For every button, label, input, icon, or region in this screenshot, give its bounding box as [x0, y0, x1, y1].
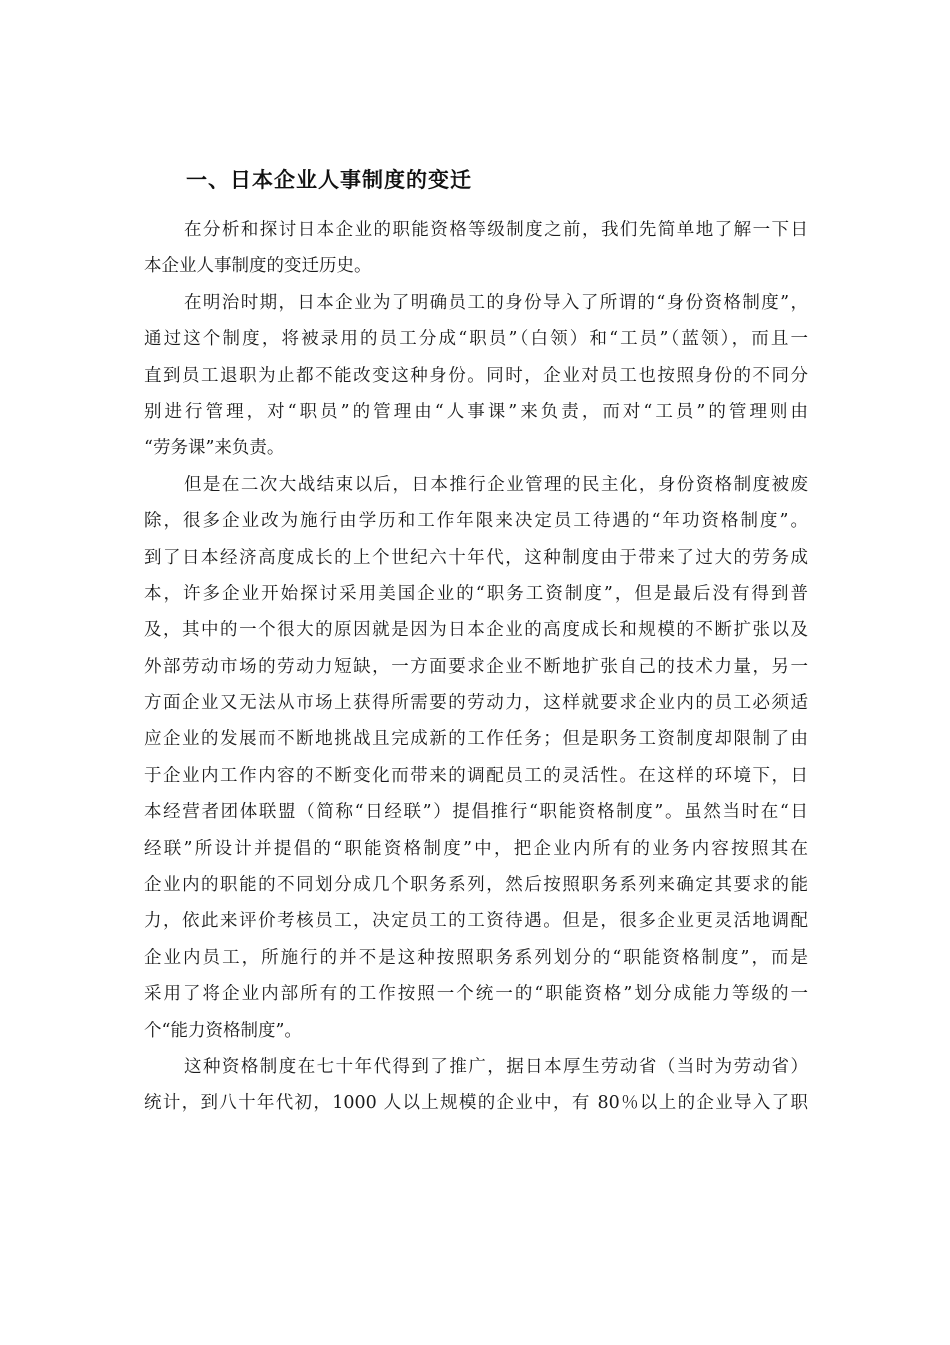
- text-line: 采用了将企业内部所有的工作按照一个统一的“职能资格”划分成能力等级的一: [144, 984, 808, 1005]
- text-line: 这种资格制度在七十年代得到了推广，据日本厚生劳动省（当时为劳动省）: [184, 1056, 808, 1077]
- body-text: [144, 212, 808, 1122]
- text-line: 本经营者团体联盟（简称“日经联”）提倡推行“职能资格制度”。虽然当时在“日: [144, 802, 808, 823]
- text-line: 企业内员工，所施行的并不是这种按照职务系列划分的“职能资格制度”，而是: [144, 947, 808, 968]
- text-line: 通过这个制度，将被录用的员工分成“职员”（白领）和“工员”（蓝领），而且一: [144, 329, 808, 350]
- text-line: 应企业的发展而不断地挑战且完成新的工作任务；但是职务工资制度却限制了由: [144, 729, 808, 750]
- text-line: 个“能力资格制度”。: [144, 1020, 302, 1041]
- text-line: 力，依此来评价考核员工，决定员工的工资待遇。但是，很多企业更灵活地调配: [144, 911, 808, 932]
- text-line: 本企业人事制度的变迁历史。: [144, 256, 372, 277]
- text-line: 在分析和探讨日本企业的职能资格等级制度之前，我们先简单地了解一下日: [184, 220, 808, 240]
- text-line: 统计，到八十年代初，1000 人以上规模的企业中，有 80％以上的企业导入了职: [144, 1093, 808, 1114]
- text-line: 于企业内工作内容的不断变化而带来的调配员工的灵活性。在这样的环境下，日: [144, 765, 808, 786]
- text-line: 但是在二次大战结束以后，日本推行企业管理的民主化，身份资格制度被废: [184, 474, 808, 495]
- paragraph-seventies: [144, 1049, 808, 1122]
- text-line: 在明治时期，日本企业为了明确员工的身份导入了所谓的“身份资格制度”，: [184, 292, 808, 313]
- text-line: 除，很多企业改为施行由学历和工作年限来决定员工待遇的“年功资格制度”。: [144, 511, 808, 532]
- text-line: 企业内的职能的不同划分成几个职务系列，然后按照职务系列来确定其要求的能: [144, 875, 808, 896]
- text-line: 经联”所设计并提倡的“职能资格制度”中，把企业内所有的业务内容按照其在: [144, 838, 808, 859]
- paragraph-meiji: [144, 285, 808, 467]
- text-line: 直到员工退职为止都不能改变这种身份。同时，企业对员工也按照身份的不同分: [144, 365, 808, 386]
- text-line: 到了日本经济高度成长的上个世纪六十年代，这种制度由于带来了过大的劳务成: [144, 547, 808, 568]
- paragraph-postwar: [144, 467, 808, 1049]
- text-line: 别进行管理，对“职员”的管理由“人事课”来负责，而对“工员”的管理则由: [144, 401, 808, 422]
- text-line: 方面企业又无法从市场上获得所需要的劳动力，这样就要求企业内的员工必须适: [144, 693, 808, 714]
- text-line: 外部劳动市场的劳动力短缺，一方面要求企业不断地扩张自己的技术力量，另一: [144, 656, 808, 677]
- paragraph-intro: [144, 212, 808, 285]
- section-heading: 一、日本企业人事制度的变迁: [186, 168, 472, 192]
- text-line: 本，许多企业开始探讨采用美国企业的“职务工资制度”，但是最后没有得到普: [144, 583, 808, 604]
- text-line: “劳务课”来负责。: [144, 438, 285, 459]
- text-line: 及，其中的一个很大的原因就是因为日本企业的高度成长和规模的不断扩张以及: [144, 620, 808, 641]
